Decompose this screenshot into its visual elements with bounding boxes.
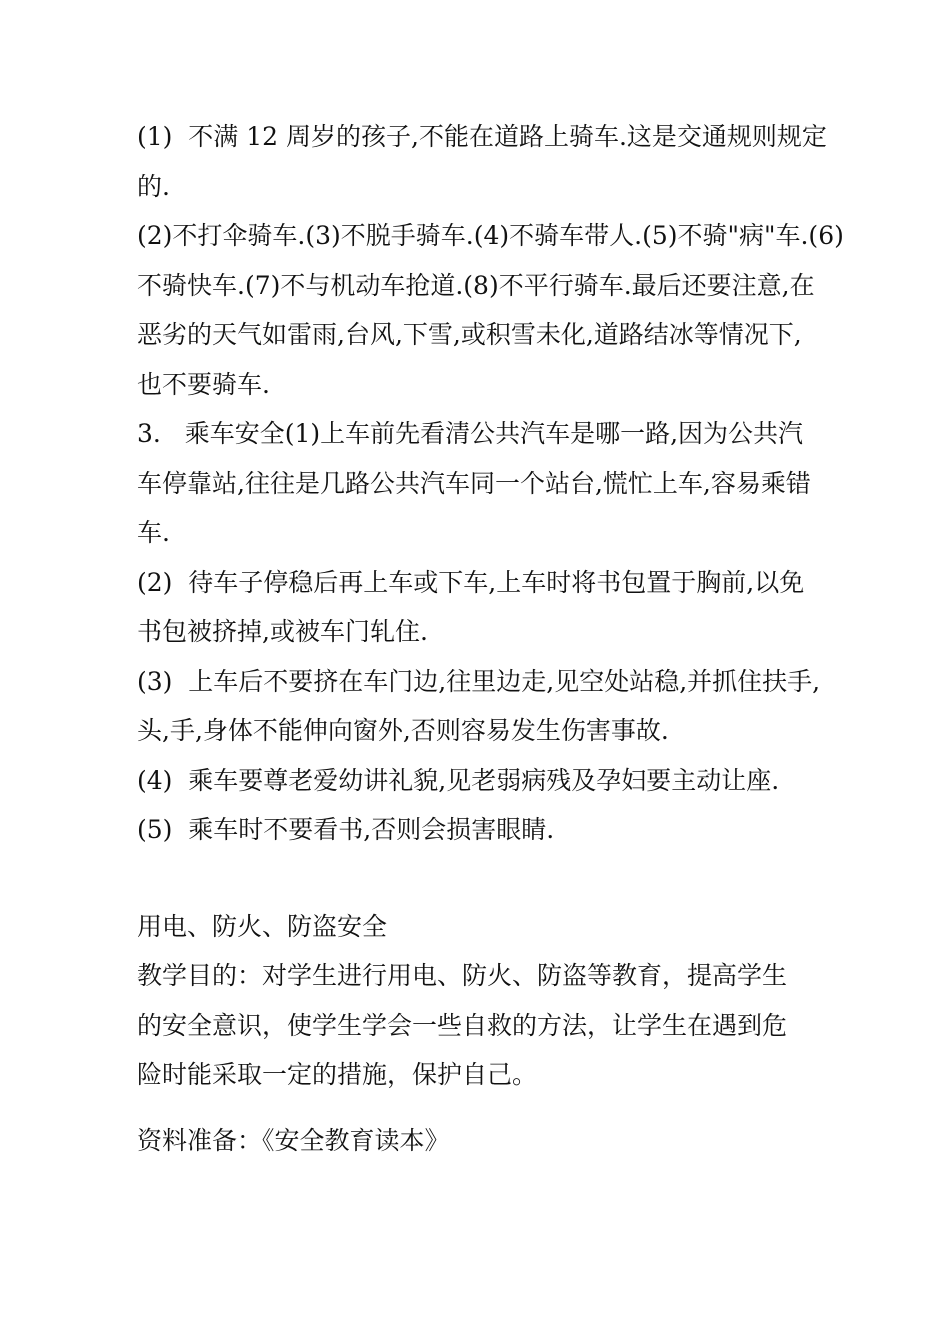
- text-line: 恶劣的天气如雷雨,台风,下雪,或积雪未化,道路结冰等情况下,: [137, 320, 802, 349]
- paragraph-reading: [137, 805, 827, 855]
- text-line: (2)不打伞骑车.(3)不脱手骑车.(4)不骑车带人.(5)不骑"病"车.(6): [137, 221, 844, 250]
- document-body: [137, 112, 844, 1165]
- text-line: 的安全意识，使学生学会一些自救的方法，让学生在遇到危: [137, 1010, 788, 1040]
- text-line: (4) 乘车要尊老爱幼讲礼貌,见老弱病残及孕妇要主动让座.: [137, 765, 780, 795]
- paragraph-cycling-rules: [137, 211, 844, 409]
- text-line: (2) 待车子停稳后再上车或下车,上车时将书包置于胸前,以免: [137, 567, 805, 597]
- text-line: 头,手,身体不能伸向窗外,否则容易发生伤害事故.: [137, 716, 669, 745]
- text-line: 险时能采取一定的措施，保护自己。: [137, 1060, 538, 1089]
- text-line: (5) 乘车时不要看书,否则会损害眼睛.: [137, 815, 555, 844]
- resources-line: 资料准备：《安全教育读本》: [137, 1125, 450, 1155]
- paragraph-inside-bus: [137, 657, 827, 756]
- section-title: 用电、防火、防盗安全: [137, 911, 388, 941]
- text-line: 车停靠站,往往是几路公共汽车同一个站台,慌忙上车,容易乘错: [137, 468, 811, 498]
- text-line: 教学目的：对学生进行用电、防火、防盗等教育，提高学生: [137, 961, 788, 990]
- text-line: 不骑快车.(7)不与机动车抢道.(8)不平行骑车.最后还要注意,在: [137, 270, 815, 300]
- paragraph-bus-safety: [137, 409, 827, 558]
- text-line: 3. 乘车安全(1)上车前先看清公共汽车是哪一路,因为公共汽: [137, 419, 804, 448]
- text-line: 车.: [137, 518, 170, 547]
- section-spacer: [137, 855, 827, 902]
- text-line: 的.: [137, 171, 170, 201]
- section-electricity-fire-theft: [137, 902, 827, 1166]
- paragraph-courtesy: [137, 756, 827, 806]
- text-line: 书包被挤掉,或被车门轧住.: [137, 617, 428, 646]
- paragraph-boarding: [137, 558, 827, 657]
- text-line: 也不要骑车.: [137, 369, 270, 399]
- text-line: (3) 上车后不要挤在车门边,往里边走,见空处站稳,并抓住扶手,: [137, 666, 821, 696]
- teaching-goal: [137, 951, 827, 1100]
- paragraph-age-rule: [137, 112, 827, 211]
- text-line: (1) 不满 12 周岁的孩子,不能在道路上骑车.这是交通规则规定: [137, 122, 827, 151]
